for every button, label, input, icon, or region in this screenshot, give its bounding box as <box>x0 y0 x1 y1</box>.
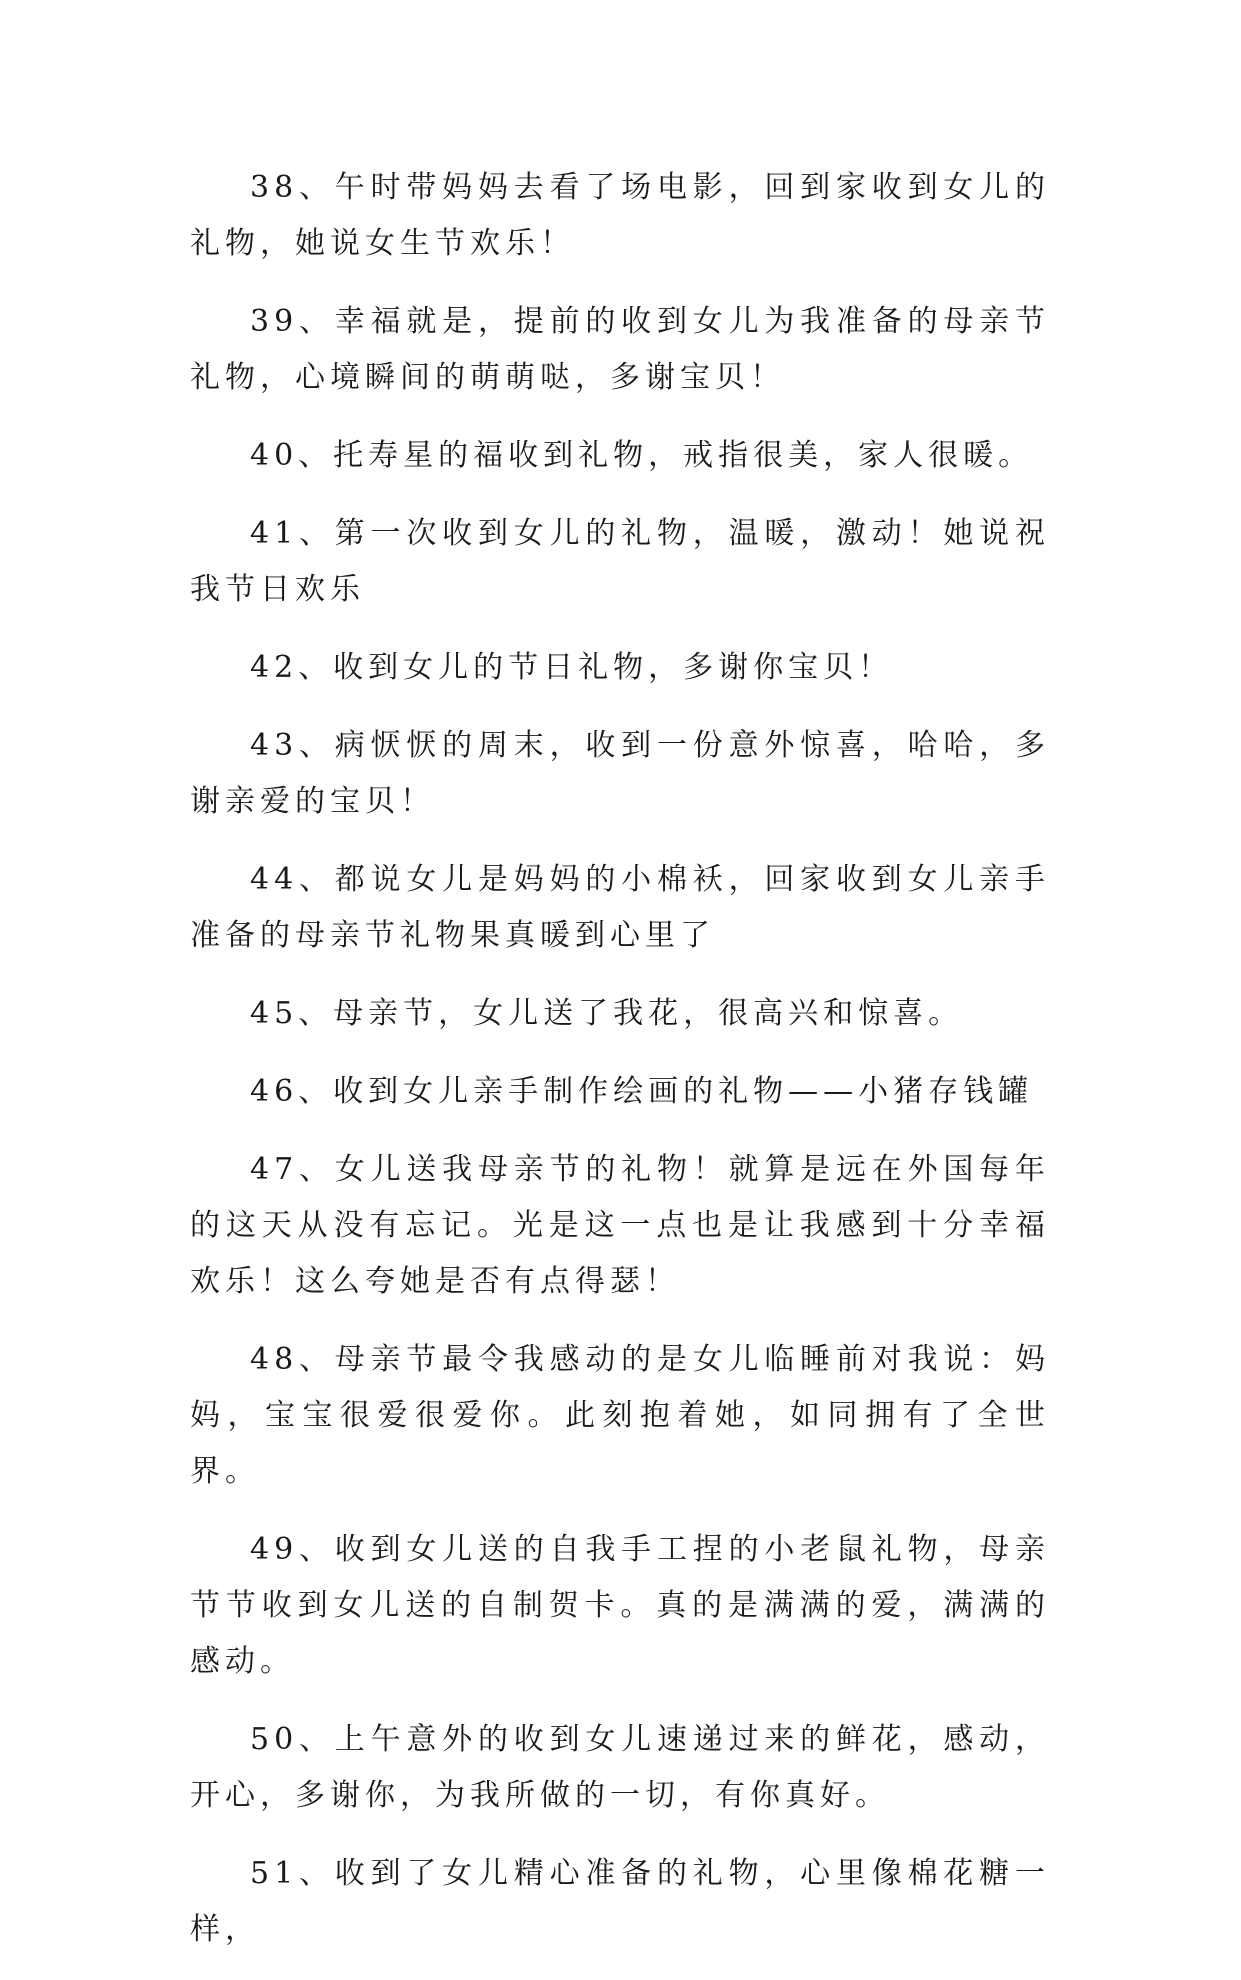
paragraph-45: 45、母亲节，女儿送了我花，很高兴和惊喜。 <box>250 996 964 1031</box>
paragraph-41: 41、第一次收到女儿的礼物，温暖，激动！她说祝我节日欢乐 <box>190 516 1050 607</box>
paragraph-51: 51、收到了女儿精心准备的礼物，心里像棉花糖一样， <box>190 1856 1050 1947</box>
paragraph-47: 47、女儿送我母亲节的礼物！就算是远在外国每年的这天从没有忘记。光是这一点也是让我感到十分幸福欢乐！这么夸她是否有点得瑟！ <box>190 1152 1050 1299</box>
paragraph-42: 42、收到女儿的节日礼物，多谢你宝贝！ <box>250 650 894 685</box>
paragraph-43: 43、病恹恹的周末，收到一份意外惊喜，哈哈，多谢亲爱的宝贝！ <box>190 728 1050 819</box>
paragraph-48: 48、母亲节最令我感动的是女儿临睡前对我说：妈妈，宝宝很爱很爱你。此刻抱着她，如同拥有了全世界。 <box>190 1342 1050 1489</box>
paragraph-39: 39、幸福就是，提前的收到女儿为我准备的母亲节礼物，心境瞬间的萌萌哒，多谢宝贝！ <box>190 304 1050 395</box>
paragraph-50: 50、上午意外的收到女儿速递过来的鲜花，感动，开心，多谢你，为我所做的一切，有你真好。 <box>190 1722 1050 1813</box>
paragraph-49: 49、收到女儿送的自我手工捏的小老鼠礼物，母亲节节收到女儿送的自制贺卡。真的是满满的爱，满满的感动。 <box>190 1532 1050 1679</box>
paragraph-40: 40、托寿星的福收到礼物，戒指很美，家人很暖。 <box>250 438 1034 473</box>
paragraph-38: 38、午时带妈妈去看了场电影，回到家收到女儿的礼物，她说女生节欢乐！ <box>190 170 1050 261</box>
paragraph-46: 46、收到女儿亲手制作绘画的礼物——小猪存钱罐 <box>250 1074 1034 1109</box>
document-body <box>190 160 1050 1980</box>
paragraph-44: 44、都说女儿是妈妈的小棉袄，回家收到女儿亲手准备的母亲节礼物果真暖到心里了 <box>190 862 1050 953</box>
